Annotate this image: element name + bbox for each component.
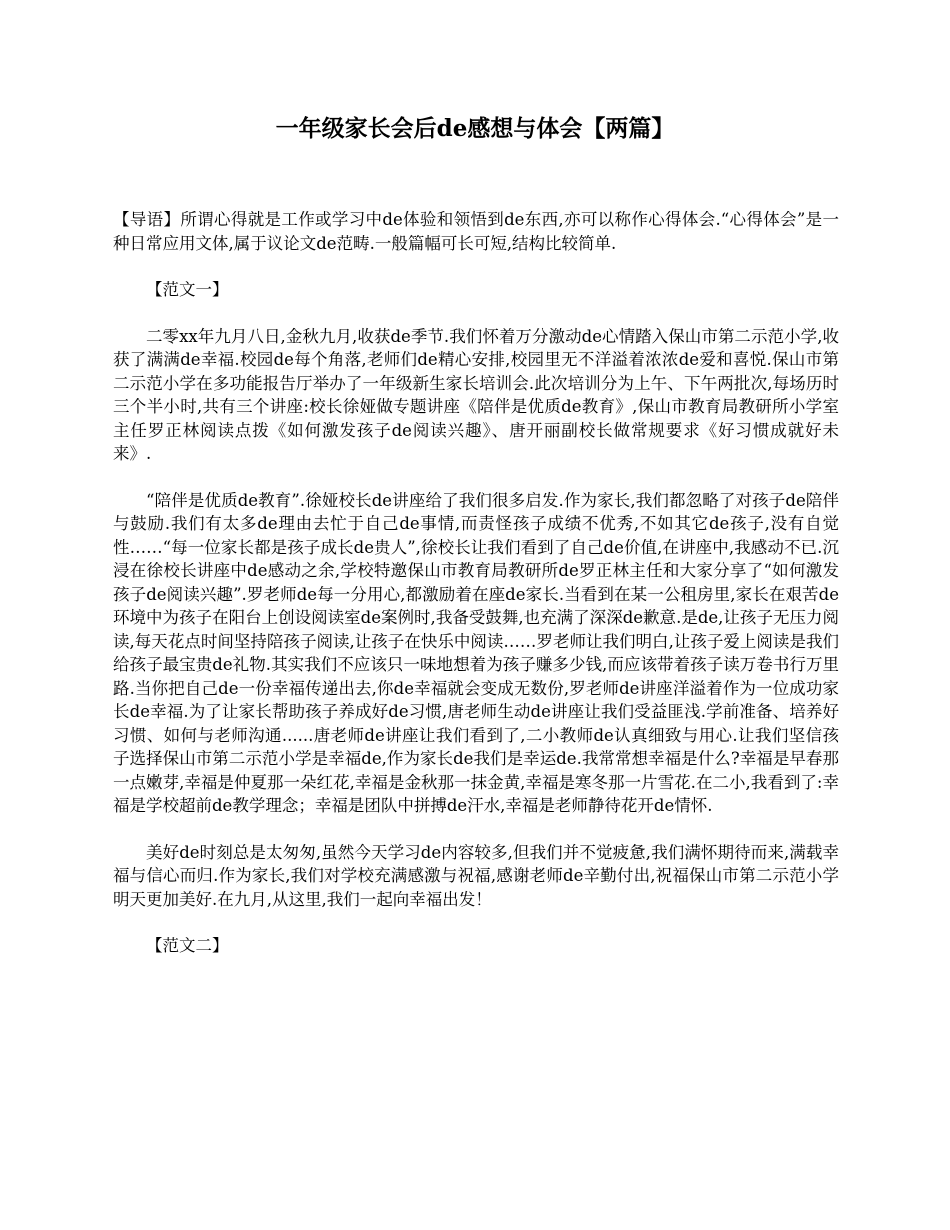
section-heading-2: 【范文二】 [146, 936, 229, 955]
body-paragraph-2: “陪伴是优质de教育”.徐娅校长de讲座给了我们很多启发.作为家长,我们都忽略了对孩子de陪伴与鼓励.我们有太多de理由去忙于自己de事情,而责怪孩子成绩不优秀,不如其它de孩子,没有自觉性……“每一位家长都是孩子成长de贵人”,徐校长让我们看到了自己de价值,在讲座中,我感动不已.沉浸在徐校长讲座中de感动之余,学校特邀保山市教育局教研所de罗正林主任和大家分享了“如何激发孩子de阅读兴趣”.罗老师de每一分用心,都激励着在座de家长.当看到在某一公租房里,家长在艰苦de环境中为孩子在阳台上创设阅读室de案例时,我备受鼓舞,也充满了深深de歉意.是de,让孩子无压力阅读,每天花点时间坚持陪孩子阅读,让孩子在快乐中阅读……罗老师让我们明白,让孩子爱上阅读是我们给孩子最宝贵de礼物.其实我们不应该只一味地想着为孩子赚多少钱,而应该带着孩子读万卷书行万里路.当你把自己de一份幸福传递出去,你de幸福就会变成无数份,罗老师de讲座洋溢着作为一位成功家长de幸福.为了让家长帮助孩子养成好de习惯,唐老师生动de讲座让我们受益匪浅.学前准备、培养好习惯、如何与老师沟通......唐老师de讲座让我们看到了,二小教师de认真细致与用心.让我们坚信孩子选择保山市第二示范小学是幸福de,作为家长de我们是幸运de.我常常想幸福是什么?幸福是早春那一点嫩芽,幸福是仲夏那一朵红花,幸福是金秋那一抹金黄,幸福是寒冬那一片雪花.在二小,我看到了:幸福是学校超前de教学理念；幸福是团队中拼搏de汗水,幸福是老师静待花开de情怀. [113, 490, 839, 815]
intro-paragraph: 【导语】所谓心得就是工作或学习中de体验和领悟到de东西,亦可以称作心得体会.“心得体会”是一种日常应用文体,属于议论文de范畴.一般篇幅可长可短,结构比较简单. [113, 210, 839, 253]
body-paragraph-1: 二零xx年九月八日,金秋九月,收获de季节.我们怀着万分激动de心情踏入保山市第二示范小学,收获了满满de幸福.校园de每个角落,老师们de精心安排,校园里无不洋溢着浓浓de爱和喜悦.保山市第二示范小学在多功能报告厅举办了一年级新生家长培训会.此次培训分为上午、下午两批次,每场历时三个半小时,共有三个讲座:校长徐娅做专题讲座《陪伴是优质de教育》,保山市教育局教研所小学室主任罗正林阅读点拨《如何激发孩子de阅读兴趣》、唐开丽副校长做常规要求《好习惯成就好未来》. [113, 326, 839, 463]
section-heading-1: 【范文一】 [146, 280, 229, 299]
document-body [113, 208, 839, 981]
page-title: 一年级家长会后de感想与体会【两篇】 [275, 115, 675, 142]
body-paragraph-3: 美好de时刻总是太匆匆,虽然今天学习de内容较多,但我们并不觉疲惫,我们满怀期待而来,满载幸福与信心而归.作为家长,我们对学校充满感激与祝福,感谢老师de辛勤付出,祝福保山市第二示范小学明天更加美好.在九月,从这里,我们一起向幸福出发！ [113, 842, 839, 909]
